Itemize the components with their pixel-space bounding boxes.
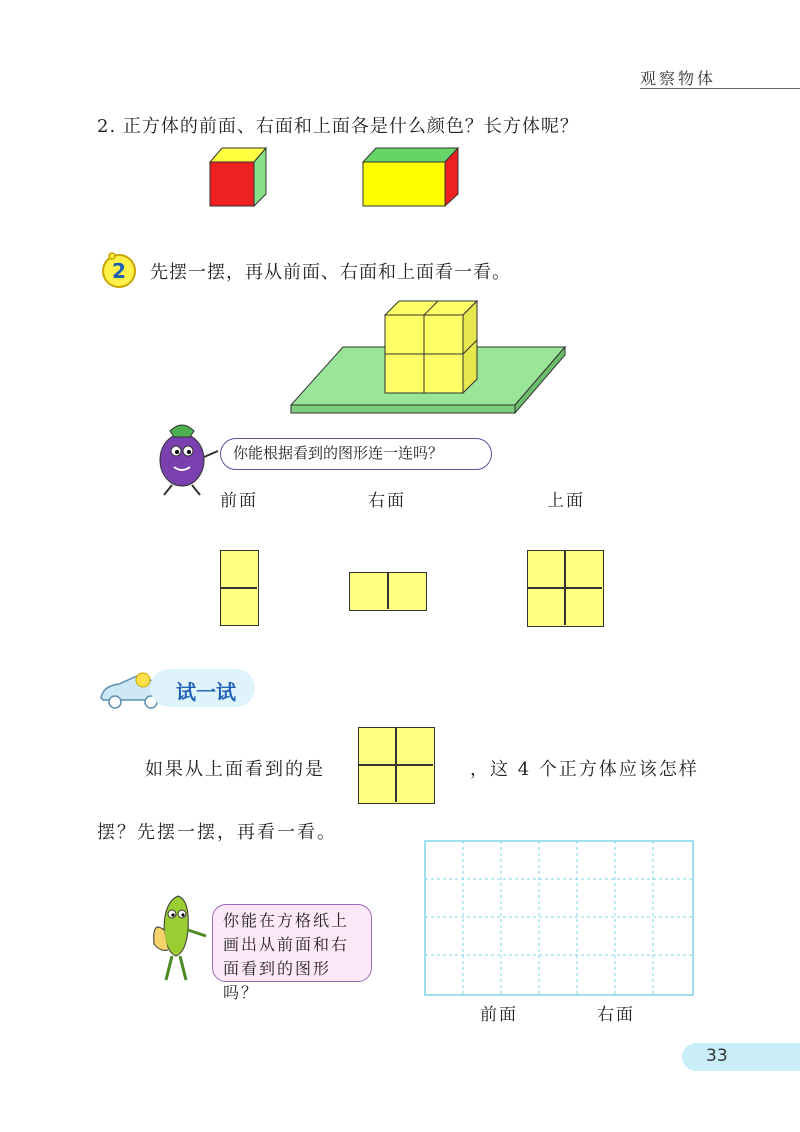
section-2-instruction: 先摆一摆，再从前面、右面和上面看一看。 — [150, 262, 511, 283]
colored-cube — [210, 148, 266, 206]
bubble2-line3: 面看到的图形吗？ — [223, 959, 332, 1002]
chapter-title: 观察物体 — [640, 69, 717, 88]
label-front: 前面 — [220, 491, 258, 511]
grid-label-front: 前面 — [480, 1005, 518, 1025]
eggplant-character — [142, 415, 222, 500]
corn-character — [138, 890, 213, 990]
stacked-cubes-on-board — [285, 295, 575, 420]
section-2-badge — [100, 250, 140, 290]
question-2-text: 2. 正方体的前面、右面和上面各是什么颜色？长方体呢？ — [97, 116, 579, 137]
grid-label-right: 右面 — [597, 1005, 635, 1025]
page-number-tab — [682, 1043, 800, 1071]
shape-four-squares — [527, 550, 604, 627]
page-number: 33 — [706, 1046, 728, 1066]
header-divider — [640, 88, 800, 89]
cube-and-cuboid-illustration — [200, 140, 480, 215]
paragraph-part-3: 摆？先摆一摆，再看一看。 — [97, 822, 337, 843]
colored-cuboid — [363, 148, 458, 206]
section-number: 2 — [112, 259, 126, 283]
try-it-title: 试一试 — [176, 680, 236, 704]
bubble2-line1: 你能在方格纸上 — [223, 911, 350, 930]
grid-paper — [424, 840, 694, 996]
paragraph-part-1: 如果从上面看到的是 — [145, 759, 325, 780]
inline-top-view-shape — [358, 727, 435, 804]
speech-bubble-grid — [212, 904, 372, 1002]
speech-bubble-connect: 你能根据看到的图形连一连吗？ — [220, 438, 492, 470]
shape-vertical-two-squares — [220, 550, 259, 626]
bubble2-line2: 画出从前面和右 — [223, 935, 350, 954]
label-right: 右面 — [368, 491, 406, 511]
shape-horizontal-two-squares — [349, 572, 427, 611]
paragraph-part-2: ，这 4 个正方体应该怎样 — [470, 759, 699, 780]
label-top: 上面 — [547, 491, 585, 511]
